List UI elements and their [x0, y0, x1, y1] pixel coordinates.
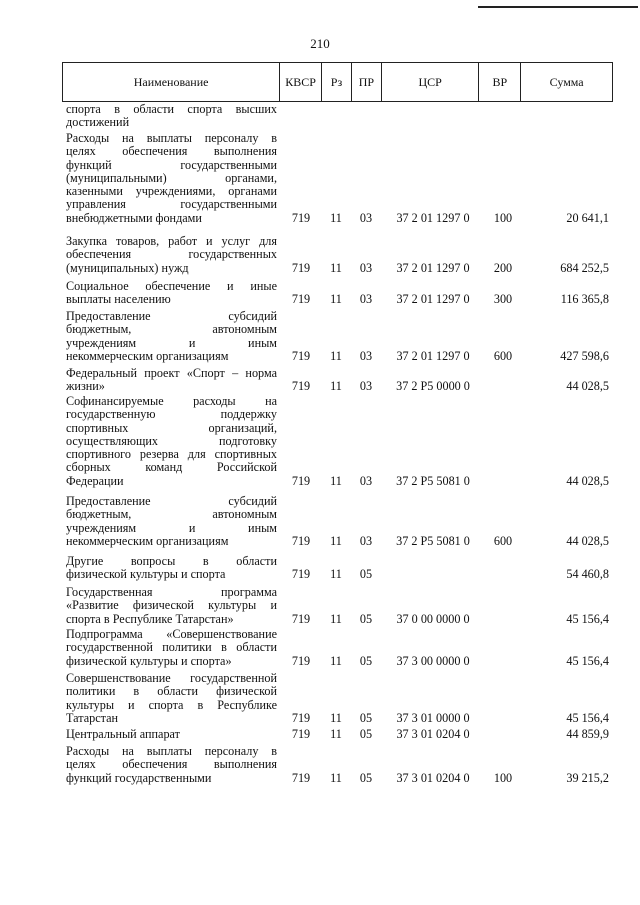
- row-name-line: «Развитие физической культуры и: [66, 598, 277, 613]
- row-name-line: Расходы на выплаты персоналу в: [66, 131, 277, 145]
- header-vr: ВР: [479, 63, 521, 101]
- row-name-line: выплаты населению: [66, 292, 171, 307]
- row-rz: 11: [330, 611, 342, 626]
- row-sum: 44 859,9: [566, 727, 609, 741]
- row-name-line: спортивного резерва для спортивных: [66, 447, 277, 462]
- row-name: [66, 628, 277, 668]
- row-name: [66, 395, 277, 488]
- row-name: [66, 672, 277, 725]
- row-rz: 11: [330, 379, 342, 394]
- table-row: [62, 728, 613, 741]
- row-csr: 37 2 01 1297 0: [396, 210, 470, 225]
- table-row: [62, 745, 613, 785]
- row-kvsr: 719: [291, 473, 311, 488]
- row-rz: 11: [330, 567, 342, 582]
- row-name-line: Федерации: [66, 473, 124, 488]
- table-row: [62, 672, 613, 725]
- row-vr: 300: [493, 292, 513, 307]
- row-name-line: физической культуры и спорта»: [66, 653, 232, 668]
- row-rz: 11: [330, 292, 342, 307]
- row-name-line: спорта в Республике Татарстан»: [66, 611, 234, 626]
- table-row: [62, 555, 613, 582]
- page-number: 210: [310, 36, 330, 51]
- row-name-line: управления государственными: [66, 197, 277, 212]
- row-name-line: достижений: [66, 115, 130, 130]
- row-sum: 45 156,4: [566, 611, 609, 626]
- row-rz: 11: [330, 653, 342, 668]
- row-name-line: государственной политики в области: [66, 640, 277, 655]
- row-name: [66, 555, 277, 582]
- row-name-line: Предоставление субсидий: [66, 309, 277, 323]
- row-name-line: функций государственными: [66, 770, 212, 785]
- row-name-line: бюджетным, автономным: [66, 322, 277, 337]
- header-sum: Сумма: [549, 74, 584, 89]
- header-name: Наименование: [63, 63, 280, 101]
- table-header: [62, 62, 613, 102]
- table-row: [62, 235, 613, 275]
- row-name-line: Совершенствование государственной: [66, 671, 277, 685]
- row-rz: 11: [330, 260, 342, 275]
- row-sum: 39 215,2: [566, 770, 609, 785]
- row-name: [66, 235, 277, 275]
- row-kvsr: 719: [291, 567, 311, 582]
- row-rz: 11: [330, 210, 342, 225]
- row-kvsr: 719: [291, 210, 311, 225]
- row-kvsr: 719: [291, 348, 311, 363]
- row-name-line: Закупка товаров, работ и услуг для: [66, 234, 277, 248]
- row-name-line: (муниципальных) нужд: [66, 260, 189, 275]
- row-name-line: спорта в области спорта высших: [66, 102, 277, 116]
- row-name-line: внебюджетными фондами: [66, 210, 202, 225]
- row-name: [66, 745, 277, 785]
- row-kvsr: 719: [291, 533, 311, 548]
- row-name-line: жизни»: [66, 379, 105, 394]
- row-csr: 37 3 00 0000 0: [396, 653, 470, 668]
- row-pr: 03: [359, 533, 373, 548]
- row-name-line: функций государственными: [66, 157, 277, 172]
- row-vr: 100: [493, 770, 513, 785]
- row-name-line: бюджетным, автономным: [66, 507, 277, 522]
- row-name-line: Государственная программа: [66, 585, 277, 599]
- row-name-line: обеспечения государственных: [66, 247, 277, 262]
- row-name: [66, 367, 277, 394]
- row-name-line: некоммерческим организациям: [66, 348, 229, 363]
- row-sum: 45 156,4: [566, 710, 609, 725]
- row-name-line: Подпрограмма «Совершенствование: [66, 627, 277, 641]
- table-row: [62, 103, 613, 130]
- row-rz: 11: [330, 473, 342, 488]
- table-row: [62, 395, 613, 488]
- header-rz: Рз: [322, 63, 352, 101]
- row-csr: 37 2 P5 0000 0: [396, 379, 470, 394]
- row-rz: 11: [330, 770, 342, 785]
- row-name-line: Центральный аппарат: [66, 727, 180, 741]
- row-kvsr: 719: [291, 770, 311, 785]
- row-sum: 44 028,5: [566, 379, 609, 394]
- row-sum: 54 460,8: [566, 567, 609, 582]
- row-csr: 37 2 P5 5081 0: [396, 533, 470, 548]
- row-name: [66, 586, 277, 626]
- row-kvsr: 719: [291, 292, 311, 307]
- row-rz: 11: [330, 727, 342, 741]
- row-name-line: целях обеспечения выполнения: [66, 144, 277, 159]
- header-pr: ПР: [352, 63, 382, 101]
- table-row: [62, 586, 613, 626]
- row-sum: 427 598,6: [560, 348, 609, 363]
- row-pr: 03: [359, 348, 373, 363]
- row-vr: 100: [493, 210, 513, 225]
- row-sum: 44 028,5: [566, 473, 609, 488]
- row-kvsr: 719: [291, 653, 311, 668]
- row-name-line: сборных команд Российской: [66, 460, 277, 475]
- row-vr: 600: [493, 348, 513, 363]
- row-csr: 37 2 01 1297 0: [396, 292, 470, 307]
- row-sum: 684 252,5: [560, 260, 609, 275]
- row-csr: 37 2 01 1297 0: [396, 348, 470, 363]
- row-name: [66, 310, 277, 363]
- table-row: [62, 310, 613, 363]
- row-vr: 200: [493, 260, 513, 275]
- row-csr: 37 3 01 0000 0: [396, 710, 470, 725]
- table-row: [62, 495, 613, 548]
- row-rz: 11: [330, 710, 342, 725]
- row-pr: 03: [359, 260, 373, 275]
- table-row: [62, 628, 613, 668]
- row-pr: 05: [359, 710, 373, 725]
- row-name-line: некоммерческим организациям: [66, 533, 229, 548]
- row-name: [66, 132, 277, 225]
- row-kvsr: 719: [291, 727, 311, 741]
- row-sum: 20 641,1: [566, 210, 609, 225]
- row-name-line: Федеральный проект «Спорт – норма: [66, 366, 277, 380]
- row-name-line: Другие вопросы в области: [66, 554, 277, 568]
- row-name-line: физической культуры и спорта: [66, 567, 226, 582]
- row-name-line: осуществляющих подготовку: [66, 433, 277, 448]
- table-row: [62, 132, 613, 225]
- row-pr: 03: [359, 473, 373, 488]
- row-rz: 11: [330, 533, 342, 548]
- row-name-line: культуры и спорта в Республике: [66, 697, 277, 712]
- row-csr: 37 2 P5 5081 0: [396, 473, 470, 488]
- row-rz: 11: [330, 348, 342, 363]
- row-sum: 45 156,4: [566, 653, 609, 668]
- row-pr: 05: [359, 770, 373, 785]
- row-name-line: целях обеспечения выполнения: [66, 757, 277, 772]
- row-kvsr: 719: [291, 260, 311, 275]
- row-name-line: учреждениям и иным: [66, 520, 277, 535]
- row-name: [66, 103, 277, 130]
- row-csr: 37 3 01 0204 0: [396, 727, 470, 741]
- row-name-line: Предоставление субсидий: [66, 494, 277, 508]
- row-pr: 05: [359, 567, 373, 582]
- row-kvsr: 719: [291, 611, 311, 626]
- row-name-line: учреждениям и иным: [66, 335, 277, 350]
- row-name-line: политики в области физической: [66, 684, 277, 699]
- row-pr: 03: [359, 210, 373, 225]
- row-pr: 05: [359, 611, 373, 626]
- row-name-line: Софинансируемые расходы на: [66, 394, 277, 408]
- table-row: [62, 367, 613, 394]
- row-kvsr: 719: [291, 710, 311, 725]
- row-pr: 03: [359, 379, 373, 394]
- row-name-line: (муниципальными) органами,: [66, 170, 277, 185]
- top-border-line: [478, 6, 638, 8]
- row-pr: 05: [359, 727, 373, 741]
- row-csr: 37 0 00 0000 0: [396, 611, 470, 626]
- row-csr: 37 2 01 1297 0: [396, 260, 470, 275]
- row-name-line: казенными учреждениями, органами: [66, 184, 277, 199]
- row-sum: 116 365,8: [560, 292, 609, 307]
- row-name-line: спортивных организаций,: [66, 420, 277, 435]
- row-kvsr: 719: [291, 379, 311, 394]
- row-name: [66, 728, 277, 741]
- row-pr: 05: [359, 653, 373, 668]
- row-csr: 37 3 01 0204 0: [396, 770, 470, 785]
- row-name-line: Татарстан: [66, 710, 119, 725]
- row-name-line: Социальное обеспечение и иные: [66, 279, 277, 293]
- row-sum: 44 028,5: [566, 533, 609, 548]
- row-vr: 600: [493, 533, 513, 548]
- row-name-line: Расходы на выплаты персоналу в: [66, 744, 277, 758]
- row-name-line: государственную поддержку: [66, 407, 277, 422]
- row-pr: 03: [359, 292, 373, 307]
- header-kvsr: КВСР: [280, 63, 322, 101]
- row-name: [66, 495, 277, 548]
- table-row: [62, 280, 613, 307]
- header-csr: ЦСР: [382, 63, 480, 101]
- row-name: [66, 280, 277, 307]
